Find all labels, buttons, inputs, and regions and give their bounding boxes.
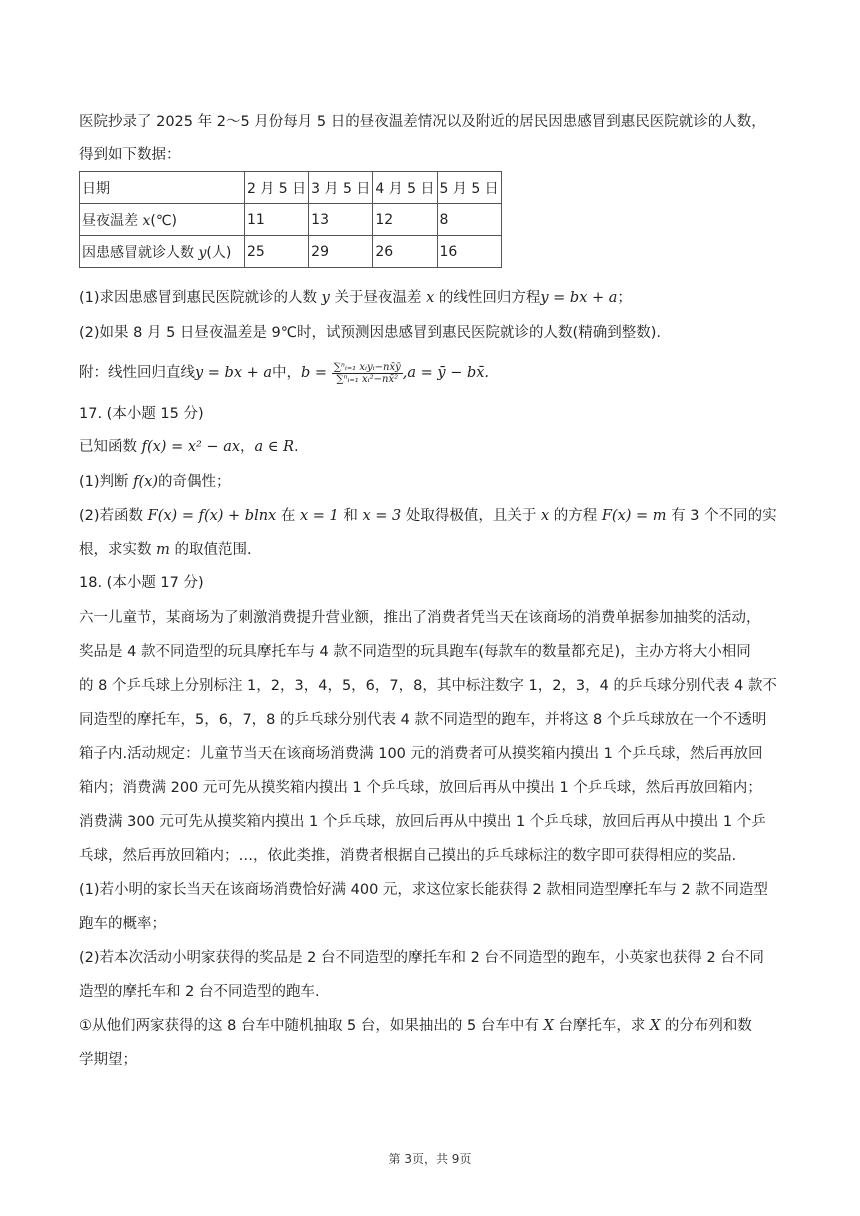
q18-text-line: 消费满 300 元可先从摸奖箱内摸出 1 个乒乓球，放回后再从中摸出 1 个乒乓球，放回后再从中摸出 1 个乒 <box>79 814 766 830</box>
q18-text-line: 的 8 个乒乓球上分别标注 1，2，3，4，5，6，7，8，其中标注数字 1，2，3，4 的乒乓球分别代表 4 款不 <box>79 678 777 694</box>
table-cell: 16 <box>437 236 501 268</box>
intro-line-2: 得到如下数据： <box>79 147 181 163</box>
q18-part1-line2: 跑车的概率； <box>79 916 166 932</box>
q18-part2-line2: 造型的摩托车和 2 台不同造型的跑车. <box>79 984 320 1000</box>
table-cell: 26 <box>373 236 437 268</box>
q16-part1: (1)求因患感冒到惠民医院就诊的人数 y 关于昼夜温差 x 的线性回归方程y = bx + a； <box>79 290 632 306</box>
q17-part2-line2: 根，求实数 m 的取值范围. <box>79 542 252 558</box>
q18-text-line: 同造型的摩托车，5，6，7，8 的乒乓球分别代表 4 款不同造型的跑车，并将这 8 个乒乓球放在一个不透明 <box>79 712 767 728</box>
table-cell: 4 月 5 日 <box>373 172 437 204</box>
table-cell: 8 <box>437 204 501 236</box>
table-row-label: 因患感冒就诊人数 y(人) <box>80 236 245 268</box>
q17-part1: (1)判断 f(x)的奇偶性； <box>79 474 231 490</box>
q17-part2-line1: (2)若函数 F(x) = f(x) + blnx 在 x = 1 和 x = 3 处取得极值，且关于 x 的方程 F(x) = m 有 3 个不同的实 <box>79 508 777 524</box>
q18-title: 18. (本小题 17 分) <box>79 575 204 591</box>
q18-text-line: 箱子内.活动规定：儿童节当天在该商场消费满 100 元的消费者可从摸奖箱内摸出 1 个乒乓球，然后再放回 <box>79 746 763 762</box>
table-row <box>80 236 502 268</box>
q18-text-line: 奖品是 4 款不同造型的玩具摩托车与 4 款不同造型的玩具跑车(每款车的数量都充足)，主办方将大小相同 <box>79 644 751 660</box>
table-row <box>80 204 502 236</box>
q18-part2-line1: (2)若本次活动小明家获得的奖品是 2 台不同造型的摩托车和 2 台不同造型的跑车，小英家也获得 2 台不同 <box>79 950 764 966</box>
formula-note: 附：线性回归直线y = bx + a中，b = $\frac{\text{∑ⁿᵢ₌₁ xᵢyᵢ−nx̄ȳ}}{\text{∑ⁿᵢ₌₁ xᵢ²−nx̄²}}$ ,a = ȳ − bx̄. <box>79 361 490 385</box>
q17-title: 17. (本小题 15 分) <box>79 406 204 422</box>
q18-sub1-line2: 学期望； <box>79 1052 137 1068</box>
table-cell: 25 <box>245 236 309 268</box>
table-cell: 13 <box>309 204 373 236</box>
table-row-label: 昼夜温差 x(℃) <box>80 204 245 236</box>
table-cell: 12 <box>373 204 437 236</box>
q17-given: 已知函数 f(x) = x² − ax，a ∈ R. <box>79 439 299 455</box>
regression-equation: y = bx + a <box>540 290 618 306</box>
table-cell: 3 月 5 日 <box>309 172 373 204</box>
table-cell: 日期 <box>80 172 245 204</box>
table-cell: 5 月 5 日 <box>437 172 501 204</box>
page-footer: 第 3页，共 9页 <box>388 1152 472 1166</box>
b-formula-fraction: $\frac{\text{∑ⁿᵢ₌₁ xᵢyᵢ−nx̄ȳ}}{\text{∑ⁿᵢ₌₁ xᵢ²−nx̄²}}$ <box>333 361 401 385</box>
data-table <box>79 171 502 268</box>
q18-text-line: 箱内；消费满 200 元可先从摸奖箱内摸出 1 个乒乓球，放回后再从中摸出 1 个乒乓球，然后再放回箱内； <box>79 780 762 796</box>
q18-text-line: 六一儿童节，某商场为了刺激消费提升营业额，推出了消费者凭当天在该商场的消费单据参加抽奖的活动， <box>79 610 761 626</box>
q18-sub1-line1: ①从他们两家获得的这 8 台车中随机抽取 5 台，如果抽出的 5 台车中有 X 台摩托车，求 X 的分布列和数 <box>79 1018 752 1034</box>
table-cell: 2 月 5 日 <box>245 172 309 204</box>
table-row <box>80 172 502 204</box>
q18-text-line: 乓球，然后再放回箱内；…，依此类推，消费者根据自己摸出的乒乓球标注的数字即可获得相应的奖品. <box>79 848 737 864</box>
table-cell: 29 <box>309 236 373 268</box>
q18-part1-line1: (1)若小明的家长当天在该商场消费恰好满 400 元，求这位家长能获得 2 款相同造型摩托车与 2 款不同造型 <box>79 882 768 898</box>
intro-line-1: 医院抄录了 2025 年 2～5 月份每月 5 日的昼夜温差情况以及附近的居民因患感冒到惠民医院就诊的人数， <box>79 114 766 130</box>
q16-part2: (2)如果 8 月 5 日昼夜温差是 9℃时，试预测因患感冒到惠民医院就诊的人数(精确到整数). <box>79 325 661 341</box>
table-cell: 11 <box>245 204 309 236</box>
